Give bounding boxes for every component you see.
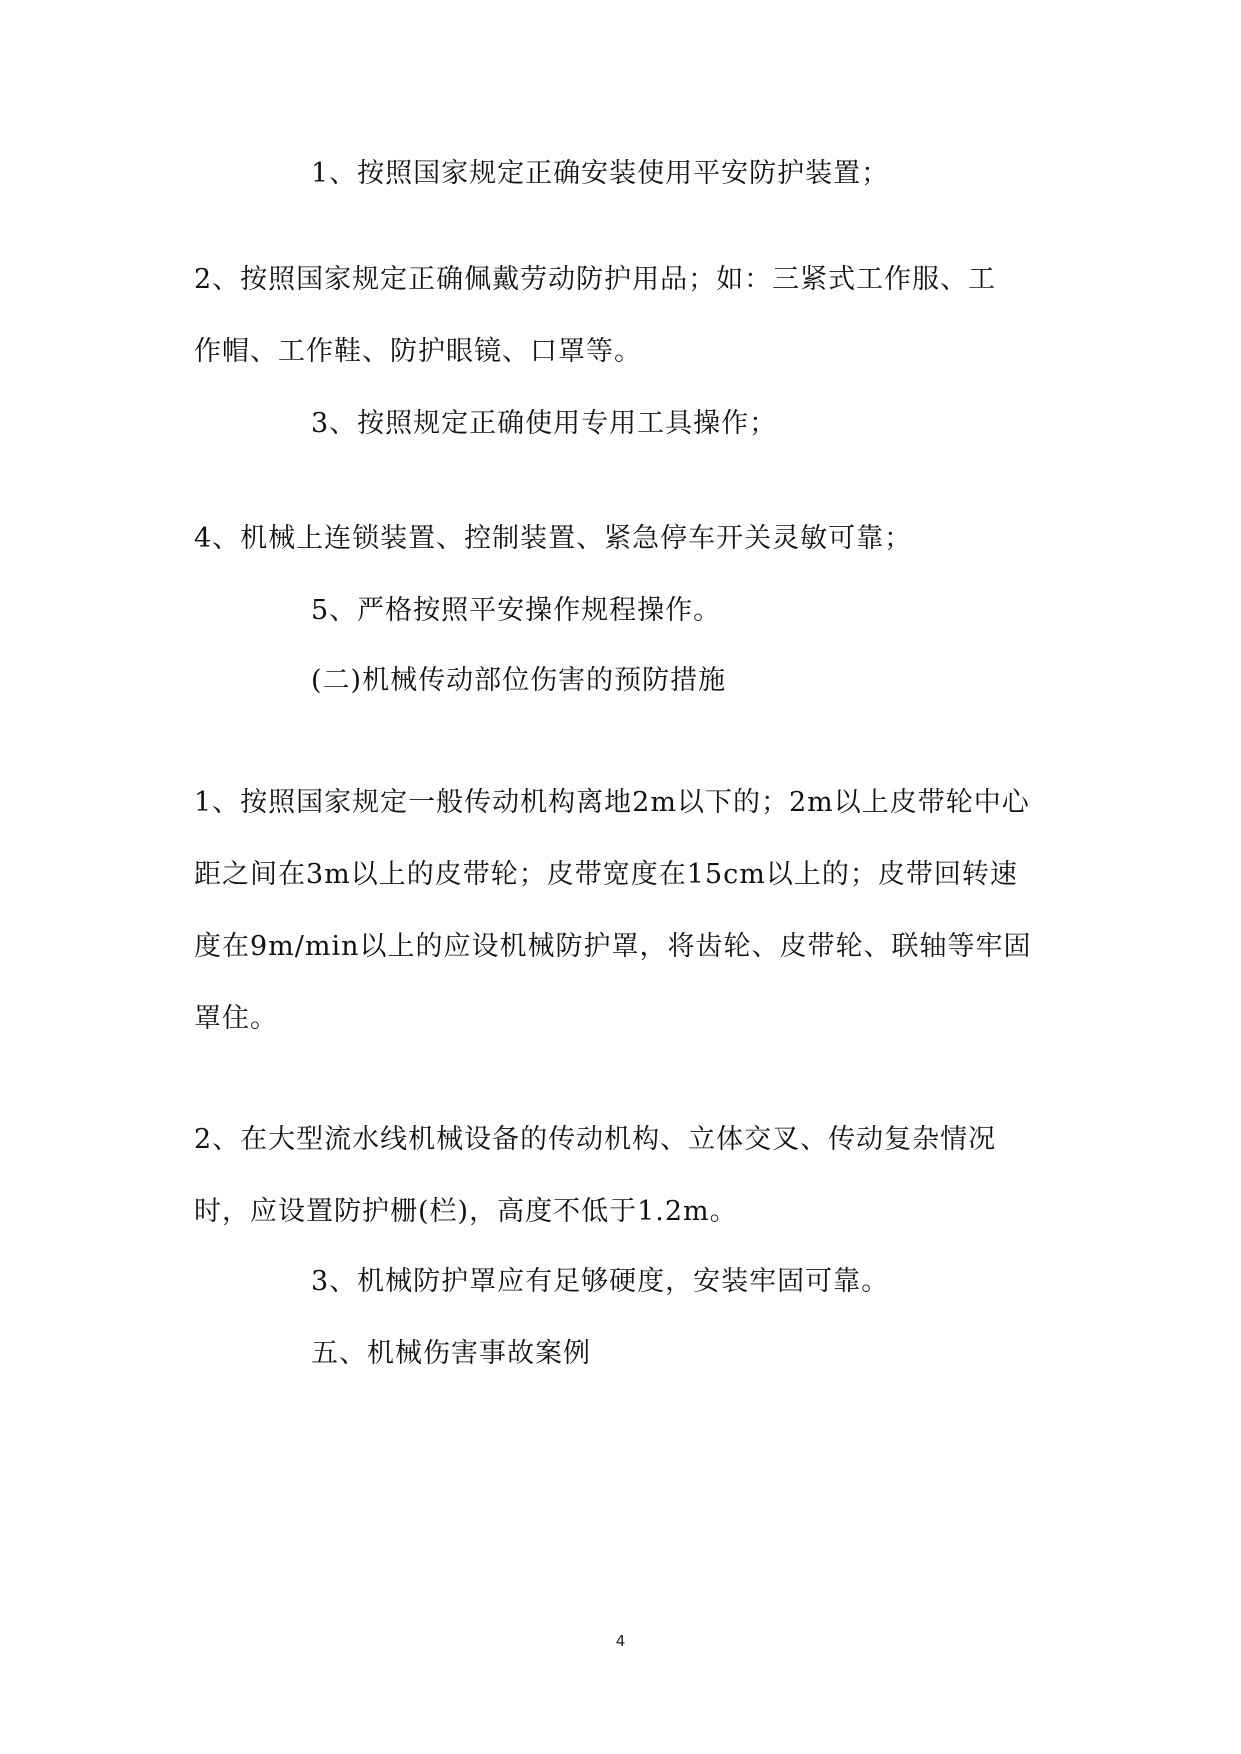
section-heading: (二)机械传动部位伤害的预防措施 (311, 665, 727, 696)
paragraph-line: 作帽、工作鞋、防护眼镜、口罩等。 (194, 336, 642, 367)
paragraph-line: 距之间在3m以上的皮带轮；皮带宽度在15cm以上的；皮带回转速 (194, 859, 1018, 890)
paragraph-line: 2、按照国家规定正确佩戴劳动防护用品；如：三紧式工作服、工 (194, 264, 997, 295)
paragraph-line: 1、按照国家规定一般传动机构离地2m以下的；2m以上皮带轮中心 (194, 787, 1030, 818)
paragraph-line: 4、机械上连锁装置、控制装置、紧急停车开关灵敏可靠； (194, 523, 913, 554)
paragraph-line: 3、机械防护罩应有足够硬度，安装牢固可靠。 (311, 1266, 890, 1297)
page-number: 4 (615, 1632, 626, 1650)
paragraph-line: 度在9m/min以上的应设机械防护罩，将齿轮、皮带轮、联轴等牢固 (194, 931, 1032, 962)
paragraph-line: 罩住。 (194, 1003, 278, 1034)
paragraph-line: 5、严格按照平安操作规程操作。 (311, 595, 722, 626)
paragraph-line: 1、按照国家规定正确安装使用平安防护装置； (311, 158, 890, 189)
paragraph-line: 2、在大型流水线机械设备的传动机构、立体交叉、传动复杂情况 (194, 1124, 997, 1155)
section-heading: 五、机械伤害事故案例 (311, 1338, 591, 1369)
paragraph-line: 时，应设置防护栅(栏)，高度不低于1.2m。 (194, 1196, 738, 1227)
paragraph-line: 3、按照规定正确使用专用工具操作； (311, 408, 778, 439)
